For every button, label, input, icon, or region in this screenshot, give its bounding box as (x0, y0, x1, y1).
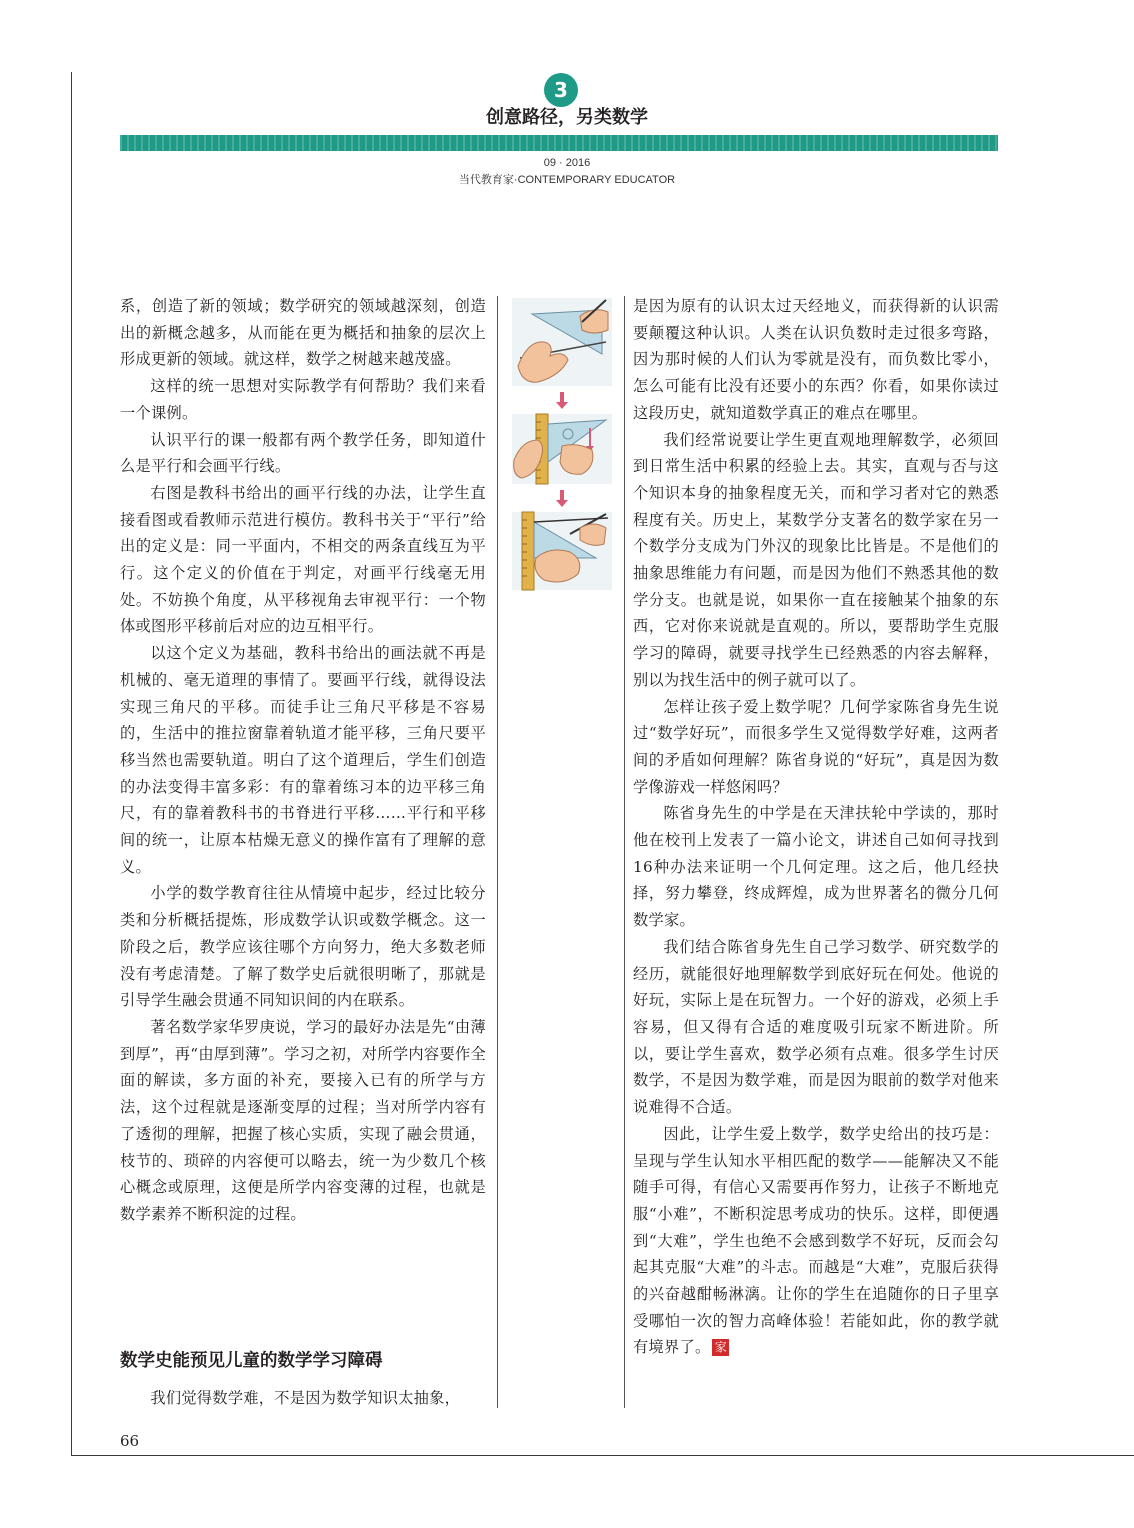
page-number: 66 (120, 1432, 140, 1450)
triangle-ruler-step3-icon (512, 512, 612, 590)
column-rule-right (624, 296, 625, 1408)
body-paragraph: 右图是教科书给出的画平行线的办法，让学生直接看图或看教师示范进行模仿。教科书关于“平行”给出的定义是：同一平面内，不相交的两条直线互为平行。这个定义的价值在于判定，对画平行线毫无用处。不妨换个角度，从平移视角去审视平行：一个物体或图形平移前后对应的边互相平行。 (120, 483, 486, 636)
arrow-down-icon (556, 490, 568, 507)
page-frame-bottom (71, 1455, 1134, 1456)
triangle-ruler-step1-icon (512, 298, 612, 386)
body-paragraph: 怎样让孩子爱上数学呢？几何学家陈省身先生说过“数学好玩”，而很多学生又觉得数学好难，这两者间的矛盾如何理解？陈省身说的“好玩”，真是因为数学像游戏一样悠闲吗？ (633, 697, 999, 796)
column-rule-left (497, 296, 498, 1408)
body-paragraph-continued: 我们觉得数学难，不是因为数学知识太抽象， (150, 1389, 461, 1407)
section-title: 创意路径，另类数学 (486, 107, 648, 128)
header-teal-band (120, 135, 998, 151)
body-paragraph: 陈省身先生的中学是在天津扶轮中学读的，那时他在校刊上发表了一篇小论文，讲述自己如何寻找到16种办法来证明一个几何定理。这之后，他几经抉择，努力攀登，终成辉煌，成为世界著名的微分几何数学家。 (633, 804, 999, 930)
journal-name: 当代教育家·CONTEMPORARY EDUCATOR (458, 174, 676, 186)
issue-date: 09 · 2016 (543, 157, 591, 169)
left-column (120, 293, 486, 1228)
right-column (633, 293, 999, 1361)
parallel-line-figure (510, 296, 614, 592)
body-paragraph: 著名数学家华罗庚说，学习的最好办法是先“由薄到厚”，再“由厚到薄”。学习之初，对所学内容要作全面的解读，多方面的补充，要接入已有的所学与方法，这个过程就是逐渐变厚的过程；当对所学内容有了透彻的理解，把握了核心实质，实现了融会贯通，枝节的、琐碎的内容便可以略去，统一为少数几个核心概念或原理，这便是所学内容变薄的过程，也就是数学素养不断积淀的过程。 (120, 1017, 486, 1223)
body-paragraph: 是因为原有的认识太过天经地义，而获得新的认识需要颠覆这种认识。人类在认识负数时走过很多弯路，因为那时候的人们认为零就是没有，而负数比零小，怎么可能有比没有还要小的东西？你看，如果你读过这段历史，就知道数学真正的难点在哪里。 (633, 297, 999, 422)
end-mark-icon: 家 (712, 1339, 729, 1356)
body-paragraph: 我们结合陈省身先生自己学习数学、研究数学的经历，就能很好地理解数学到底好玩在何处。他说的好玩，实际上是在玩智力。一个好的游戏，必须上手容易，但又得有合适的难度吸引玩家不断进阶。所以，要让学生喜欢，数学必须有点难。很多学生讨厌数学，不是因为数学难，而是因为眼前的数学对他来说难得不合适。 (633, 937, 999, 1117)
final-paragraph (633, 1121, 999, 1361)
body-paragraph: 认识平行的课一般都有两个教学任务，即知道什么是平行和会画平行线。 (120, 430, 486, 476)
section-subheading: 数学史能预见儿童的数学学习障碍 (120, 1351, 383, 1371)
body-paragraph: 这样的统一思想对实际教学有何帮助？我们来看一个课例。 (120, 377, 486, 422)
final-paragraph-text: 因此，让学生爱上数学，数学史给出的技巧是：呈现与学生认知水平相匹配的数学——能解决又不能随手可得，有信心又需要再作努力，让孩子不断地克服“小难”，不断积淀思考成功的快乐。这样，即便遇到“大难”，学生也绝不会感到数学不好玩，反而会勾起其克服“大难”的斗志。而越是“大难”，克服后获得的兴奋越酣畅淋漓。让你的学生在追随你的日子里享受哪怕一次的智力高峰体验！若能如此，你的教学就有境界了。 (633, 1124, 999, 1357)
triangle-ruler-step2-icon (512, 414, 612, 484)
body-paragraph: 小学的数学教育往往从情境中起步，经过比较分类和分析概括提炼，形成数学认识或数学概念。这一阶段之后，教学应该往哪个方向努力，绝大多数老师没有考虑清楚。了解了数学史后就很明晰了，那就是引导学生融会贯通不同知识间的内在联系。 (120, 884, 486, 1010)
section-number-badge: 3 (544, 73, 578, 107)
page-frame-left (71, 72, 72, 1456)
body-paragraph: 我们经常说要让学生更直观地理解数学，必须回到日常生活中积累的经验上去。其实，直观与否与这个知识本身的抽象程度无关，而和学习者对它的熟悉程度有关。历史上，某数学分支著名的数学家在另一个数学分支成为门外汉的现象比比皆是。不是他们的抽象思维能力有问题，而是因为他们不熟悉其他的数学分支。也就是说，如果你一直在接触某个抽象的东西，它对你来说就是直观的。所以，要帮助学生克服学习的障碍，就要寻找学生已经熟悉的内容去解释，别以为找生活中的例子就可以了。 (633, 430, 999, 689)
body-paragraph: 以这个定义为基础，教科书给出的画法就不再是机械的、毫无道理的事情了。要画平行线，就得设法实现三角尺的平移。而徒手让三角尺平移是不容易的，生活中的推拉窗靠着轨道才能平移，三角尺要平移当然也需要轨道。明白了这个道理后，学生们创造的办法变得丰富多彩：有的靠着练习本的边平移三角尺，有的靠着教科书的书脊进行平移……平行和平移间的统一，让原本枯燥无意义的操作富有了理解的意义。 (120, 644, 486, 876)
arrow-down-icon (556, 392, 568, 409)
body-paragraph: 系，创造了新的领域；数学研究的领域越深刻，创造出的新概念越多，从而能在更为概括和抽象的层次上形成更新的领域。就这样，数学之树越来越茂盛。 (120, 297, 486, 369)
